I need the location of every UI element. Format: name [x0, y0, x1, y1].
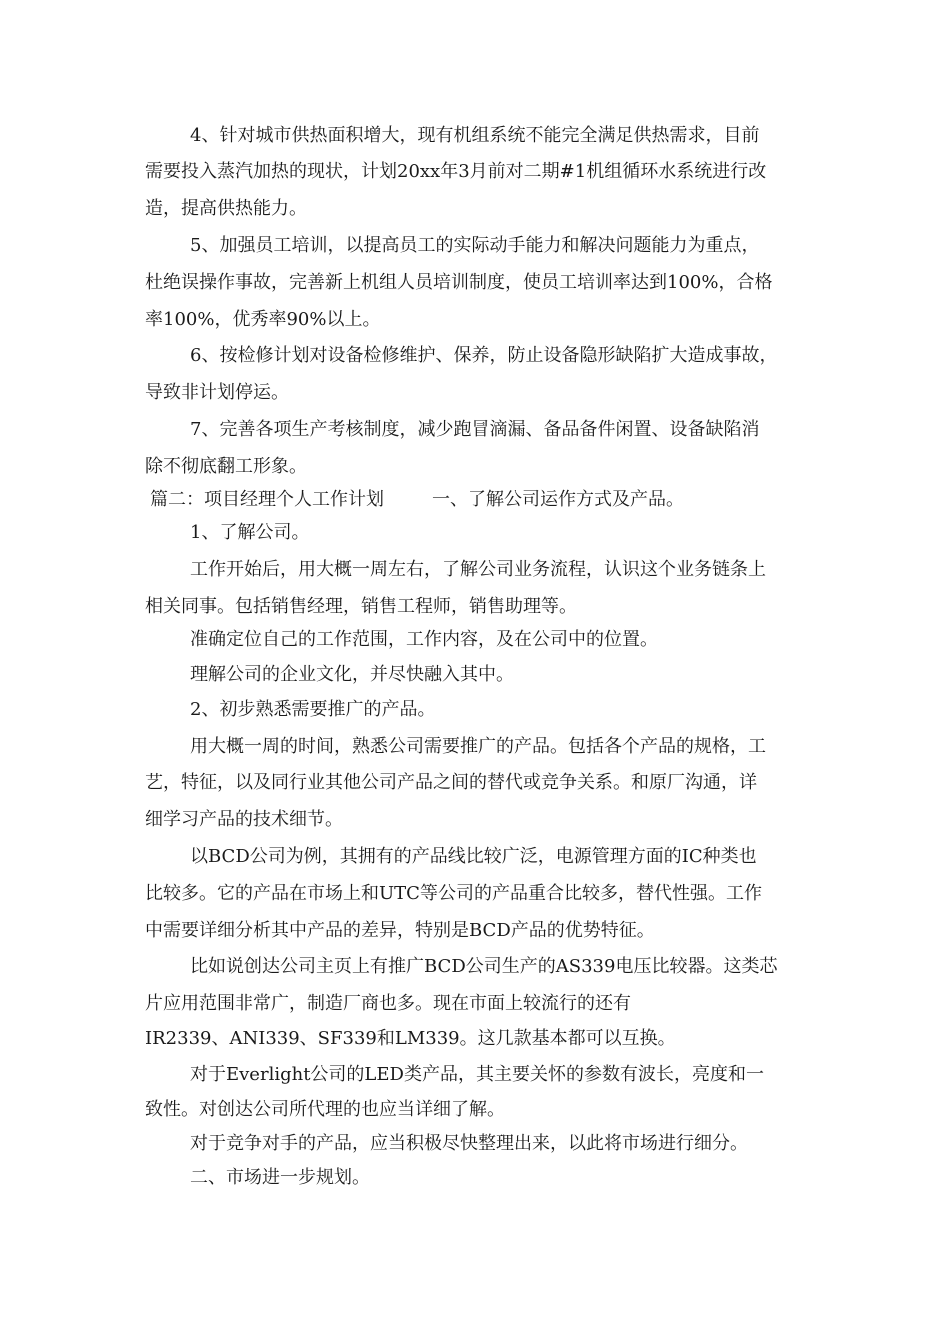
paragraph-line: 工作开始后，用大概一周左右，了解公司业务流程，认识这个业务链条上: [190, 559, 766, 580]
paragraph-line: 2、初步熟悉需要推广的产品。: [190, 699, 436, 720]
paragraph-line: 理解公司的企业文化，并尽快融入其中。: [190, 664, 514, 685]
paragraph-line: 造，提高供热能力。: [145, 198, 307, 219]
section-subtitle: 一、了解公司运作方式及产品。: [432, 489, 684, 510]
paragraph-line: 5、加强员工培训，以提高员工的实际动手能力和解决问题能力为重点，: [190, 235, 760, 256]
paragraph-line: 致性。对创达公司所代理的也应当详细了解。: [145, 1099, 505, 1120]
paragraph-line: 以BCD公司为例，其拥有的产品线比较广泛，电源管理方面的IC种类也: [190, 846, 757, 867]
section-title: 篇二：项目经理个人工作计划: [150, 489, 384, 510]
paragraph-line: 除不彻底翻工形象。: [145, 456, 307, 477]
paragraph-line: 比如说创达公司主页上有推广BCD公司生产的AS339电压比较器。这类芯: [190, 956, 778, 977]
section-heading: [150, 488, 684, 512]
paragraph-line: 对于竞争对手的产品，应当积极尽快整理出来，以此将市场进行细分。: [190, 1133, 748, 1154]
paragraph-line: 比较多。它的产品在市场上和UTC等公司的产品重合比较多，替代性强。工作: [145, 883, 762, 904]
paragraph-line: 用大概一周的时间，熟悉公司需要推广的产品。包括各个产品的规格，工: [190, 736, 766, 757]
paragraph-line: 准确定位自己的工作范围，工作内容，及在公司中的位置。: [190, 629, 658, 650]
paragraph-line: 艺，特征，以及同行业其他公司产品之间的替代或竞争关系。和原厂沟通，详: [145, 772, 757, 793]
paragraph-line: 相关同事。包括销售经理，销售工程师，销售助理等。: [145, 596, 577, 617]
paragraph-line: 杜绝误操作事故，完善新上机组人员培训制度，使员工培训率达到100%，合格: [145, 272, 773, 293]
paragraph-line: 对于Everlight公司的LED类产品，其主要关怀的参数有波长，亮度和一: [190, 1064, 764, 1085]
paragraph-line: 6、按检修计划对设备检修维护、保养，防止设备隐形缺陷扩大造成事故，: [190, 345, 778, 366]
paragraph-line: 中需要详细分析其中产品的差异，特别是BCD产品的优势特征。: [145, 920, 655, 941]
paragraph-line: 导致非计划停运。: [145, 382, 289, 403]
paragraph-line: 率100%，优秀率90%以上。: [145, 309, 381, 330]
paragraph-line: 1、了解公司。: [190, 522, 310, 543]
paragraph-line: 需要投入蒸汽加热的现状，计划20xx年3月前对二期#1机组循环水系统进行改: [145, 161, 767, 182]
paragraph-line: IR2339、ANI339、SF339和LM339。这几款基本都可以互换。: [145, 1028, 676, 1049]
paragraph-line: 4、针对城市供热面积增大，现有机组系统不能完全满足供热需求，目前: [190, 125, 760, 146]
paragraph-line: 细学习产品的技术细节。: [145, 809, 343, 830]
paragraph-line: 片应用范围非常广，制造厂商也多。现在市面上较流行的还有: [145, 993, 631, 1014]
paragraph-line: 二、市场进一步规划。: [190, 1167, 370, 1188]
paragraph-line: 7、完善各项生产考核制度，减少跑冒滴漏、备品备件闲置、设备缺陷消: [190, 419, 760, 440]
